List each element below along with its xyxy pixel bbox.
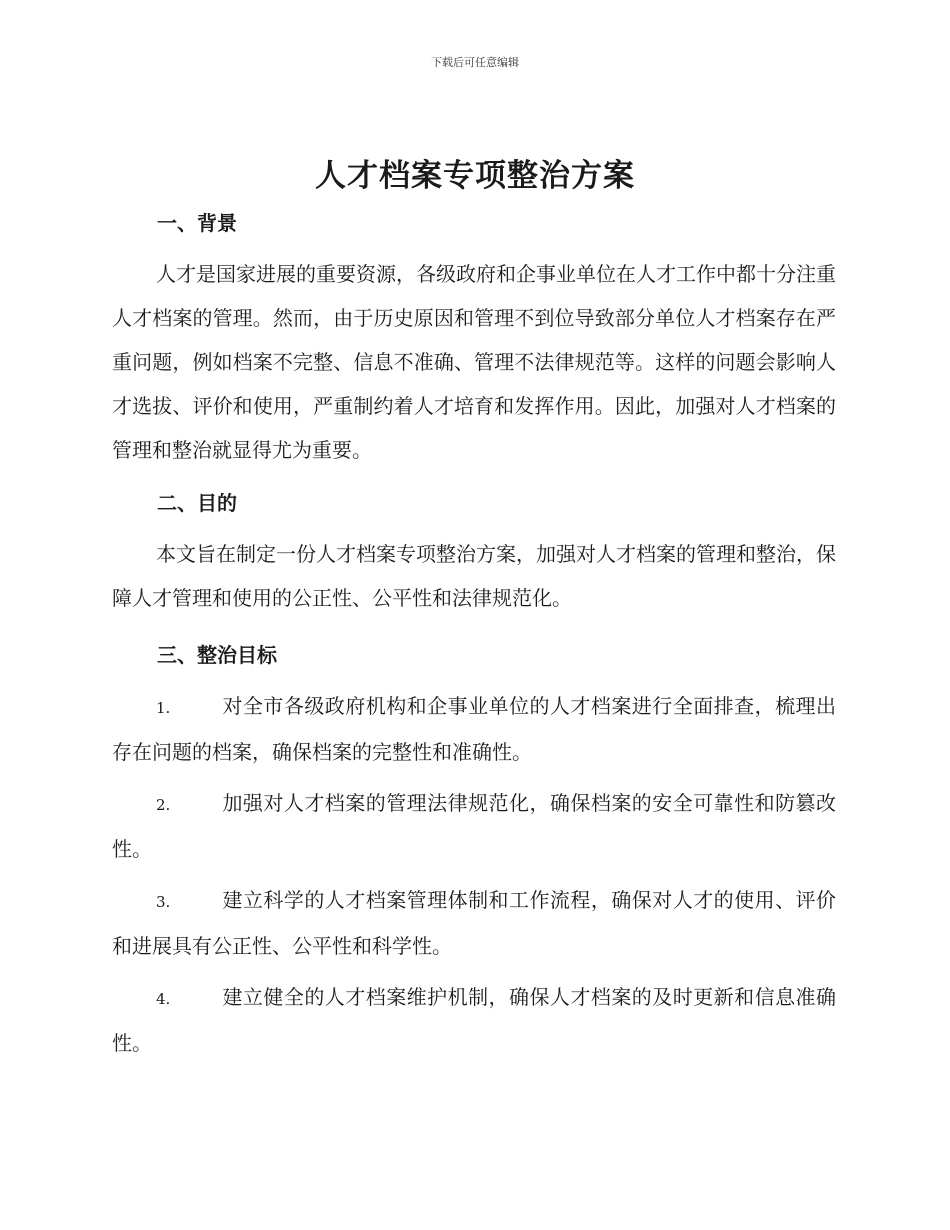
list-item-text: 建立健全的人才档案维护机制，确保人才档案的及时更新和信息准确性。 xyxy=(112,985,836,1055)
section-heading-purpose: 二、目的 xyxy=(157,491,237,515)
section-heading-background: 一、背景 xyxy=(157,211,237,235)
section-paragraph-purpose: 本文旨在制定一份人才档案专项整治方案，加强对人才档案的管理和整治，保障人才管理和使用的公正性、公平性和法律规范化。 xyxy=(112,542,836,610)
section-paragraph-background: 人才是国家进展的重要资源，各级政府和企事业单位在人才工作中都十分注重人才档案的管理。然而，由于历史原因和管理不到位导致部分单位人才档案存在严重问题，例如档案不完整、信息不准确、管理不法律规范等。这样的问题会影响人才选拔、评价和使用，严重制约着人才培育和发挥作用。因此，加强对人才档案的管理和整治就显得尤为重要。 xyxy=(112,262,836,462)
list-item-text: 对全市各级政府机构和企事业单位的人才档案进行全面排查，梳理出存在问题的档案，确保档案的完整性和准确性。 xyxy=(112,694,836,764)
list-item-number: 1. xyxy=(156,699,171,717)
list-item xyxy=(112,684,836,774)
header-note: 下载后可任意编辑 xyxy=(431,56,519,69)
list-item xyxy=(112,781,836,871)
list-item-number: 4. xyxy=(156,990,171,1008)
document-title: 人才档案专项整治方案 xyxy=(315,158,635,194)
list-item-number: 2. xyxy=(156,796,171,814)
list-item xyxy=(112,975,836,1065)
list-item-text: 加强对人才档案的管理法律规范化，确保档案的安全可靠性和防篡改性。 xyxy=(112,791,836,861)
list-item xyxy=(112,878,836,968)
section-heading-goals: 三、整治目标 xyxy=(157,643,277,667)
list-item-number: 3. xyxy=(156,893,171,911)
list-item-text: 建立科学的人才档案管理体制和工作流程，确保对人才的使用、评价和进展具有公正性、公平性和科学性。 xyxy=(112,888,836,958)
